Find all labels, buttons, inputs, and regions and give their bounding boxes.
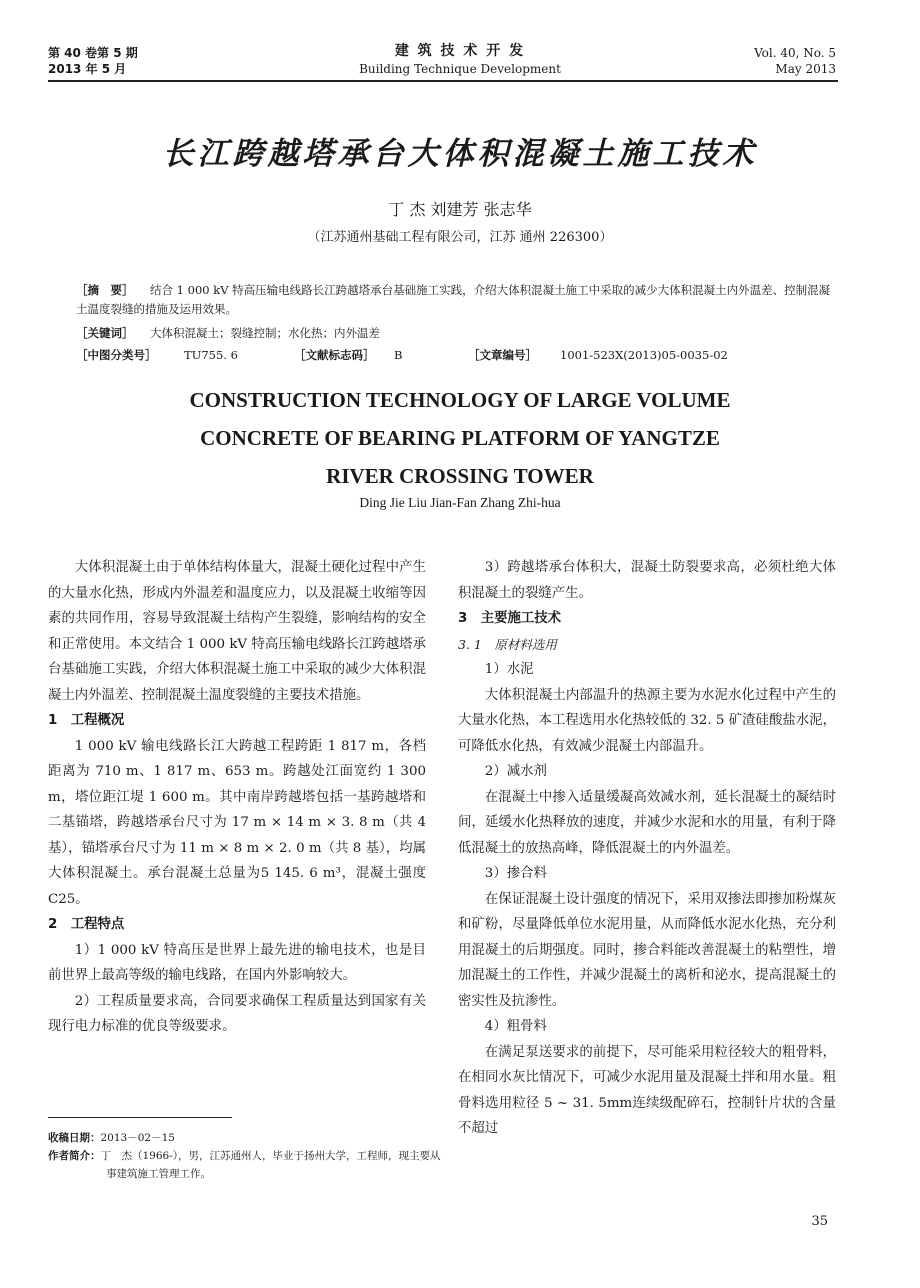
authors-cn: 丁 杰 刘建芳 张志华 (388, 200, 532, 219)
section-3-1-heading: 3. 1 原材料选用 (458, 636, 557, 652)
right-column (458, 555, 836, 1142)
journal-date: 2013 年 5 月 (48, 62, 127, 76)
article-title-en (0, 381, 920, 495)
doc-code-label: ［文献标志码］ (294, 348, 375, 362)
intro-paragraph: 大体积混凝土由于单体结构体量大，混凝土硬化过程中产生的大量水化热，形成内外温差和温度应力，以及混凝土收缩等因素的共同作用，容易导致混凝土结构产生裂缝，影响结构的安全和正常使用。本文结合 1 000 kV 特高压输电线路长江跨越塔承台基础施工实践，介绍大体积混凝土施工中采取的减少大体积混凝土内外温差、控制混凝土温度裂缝的主要技术措施。 (48, 560, 426, 703)
section-2-item-1: 1）1 000 kV 特高压是世界上最先进的输电技术，也是目前世界上最高等级的输电线路，在国内外影响较大。 (48, 942, 426, 983)
admixture-heading: 3）掺合料 (484, 866, 547, 881)
footnote-rule (48, 1117, 232, 1118)
received-label: 收稿日期： (48, 1132, 101, 1144)
article-title-cn: 长江跨越塔承台大体积混凝土施工技术 (162, 136, 758, 172)
clc-value: TU755. 6 (184, 348, 238, 362)
keywords-text: 大体积混凝土；裂缝控制；水化热；内外温差 (150, 326, 380, 340)
doc-code-value: B (394, 348, 403, 362)
article-no-value: 1001-523X(2013)05-0035-02 (560, 348, 728, 362)
left-column (48, 555, 426, 1040)
author-bio-value: 丁 杰（1966-），男，江苏通州人，毕业于扬州大学，工程师，现主要从事建筑施工管理工作。 (100, 1150, 441, 1180)
author-bio-label: 作者简介： (48, 1150, 101, 1162)
received-date (48, 1129, 448, 1147)
journal-name-en: Building Technique Development (359, 62, 561, 76)
clc-label: ［中图分类号］ (76, 348, 157, 362)
section-3-heading: 3 主要施工技术 (458, 611, 562, 626)
cement-heading: 1）水泥 (484, 662, 534, 677)
abstract (76, 281, 840, 319)
keywords-label: ［关键词］ (76, 326, 134, 340)
aggregate-heading: 4）粗骨料 (484, 1019, 547, 1034)
author-bio (48, 1147, 448, 1183)
header-rule (48, 80, 838, 82)
abstract-text: 结合 1 000 kV 特高压输电线路长江跨越塔承台基础施工实践，介绍大体积混凝土施工中采取的减少大体积混凝土内外温差、控制混凝土温度裂缝的措施及运用效果。 (76, 283, 831, 316)
footnote (48, 1129, 448, 1183)
volume-en: Vol. 40, No. 5 (754, 46, 836, 60)
section-2-heading: 2 工程特点 (48, 917, 125, 932)
aggregate-text: 在满足泵送要求的前提下，尽可能采用粒径较大的粗骨料，在相同水灰比情况下，可减少水泥用量及混凝土拌和用水量。粗骨料选用粒径 5 ~ 31. 5mm连续级配碎石，控制针片状的含量不超过 (458, 1044, 836, 1136)
journal-issue: 第 40 卷第 5 期 (48, 46, 138, 60)
title-en-line2: CONCRETE OF BEARING PLATFORM OF YANGTZE (200, 426, 720, 450)
admixture-text: 在保证混凝土设计强度的情况下，采用双掺法即掺加粉煤灰和矿粉，尽量降低单位水泥用量，从而降低水泥水化热，充分利用混凝土的后期强度。同时，掺合料能改善混凝土的粘塑性，增加混凝土的工作性，并减少混凝土的离析和泌水，提高混凝土的密实性及抗渗性。 (458, 891, 836, 1009)
section-2-item-2: 2）工程质量要求高，合同要求确保工程质量达到国家有关现行电力标准的优良等级要求。 (48, 993, 426, 1034)
abstract-label: ［摘 要］ (76, 283, 134, 297)
received-value: 2013－02－15 (100, 1132, 175, 1144)
page-number: 35 (811, 1214, 828, 1229)
date-en: May 2013 (775, 62, 836, 76)
section-1-text: 1 000 kV 输电线路长江大跨越工程跨距 1 817 m，各档距离为 710 m、1 817 m、653 m。跨越处江面宽约 1 300 m，塔位距江堤 1 600 m。其中南岸跨越塔包括一基跨越塔和二基锚塔，跨越塔承台尺寸为 17 m × 14 m × 3. 8 m（共 4 基），锚塔承台尺寸为 11 m × 8 m × 2. 0 m（共 8 基），均属大体积混凝土。承台混凝土总量为5 145. 6 m³，混凝土强度 C25。 (48, 738, 426, 907)
section-1-heading: 1 工程概况 (48, 713, 125, 728)
keywords (76, 324, 840, 343)
title-en-line3: RIVER CROSSING TOWER (326, 464, 594, 488)
journal-name-cn: 建 筑 技 术 开 发 (394, 43, 526, 59)
reducer-text: 在混凝土中掺入适量缓凝高效减水剂，延长混凝土的凝结时间，延缓水化热释放的速度，并减少水泥和水的用量，有利于降低混凝土的放热高峰，降低混凝土的内外温差。 (458, 789, 836, 856)
title-en-line1: CONSTRUCTION TECHNOLOGY OF LARGE VOLUME (189, 388, 731, 412)
affiliation: （江苏通州基础工程有限公司，江苏 通州 226300） (307, 230, 613, 245)
authors-en: Ding Jie Liu Jian-Fan Zhang Zhi-hua (359, 495, 561, 510)
article-no-label: ［文章编号］ (468, 348, 537, 362)
classification-row (76, 346, 840, 365)
reducer-heading: 2）减水剂 (484, 764, 547, 779)
section-2-item-3: 3）跨越塔承台体积大，混凝土防裂要求高，必须杜绝大体积混凝土的裂缝产生。 (458, 560, 836, 601)
cement-text: 大体积混凝土内部温升的热源主要为水泥水化过程中产生的大量水化热，本工程选用水化热较低的 32. 5 矿渣硅酸盐水泥，可降低水化热，有效减少混凝土内部温升。 (458, 687, 836, 754)
